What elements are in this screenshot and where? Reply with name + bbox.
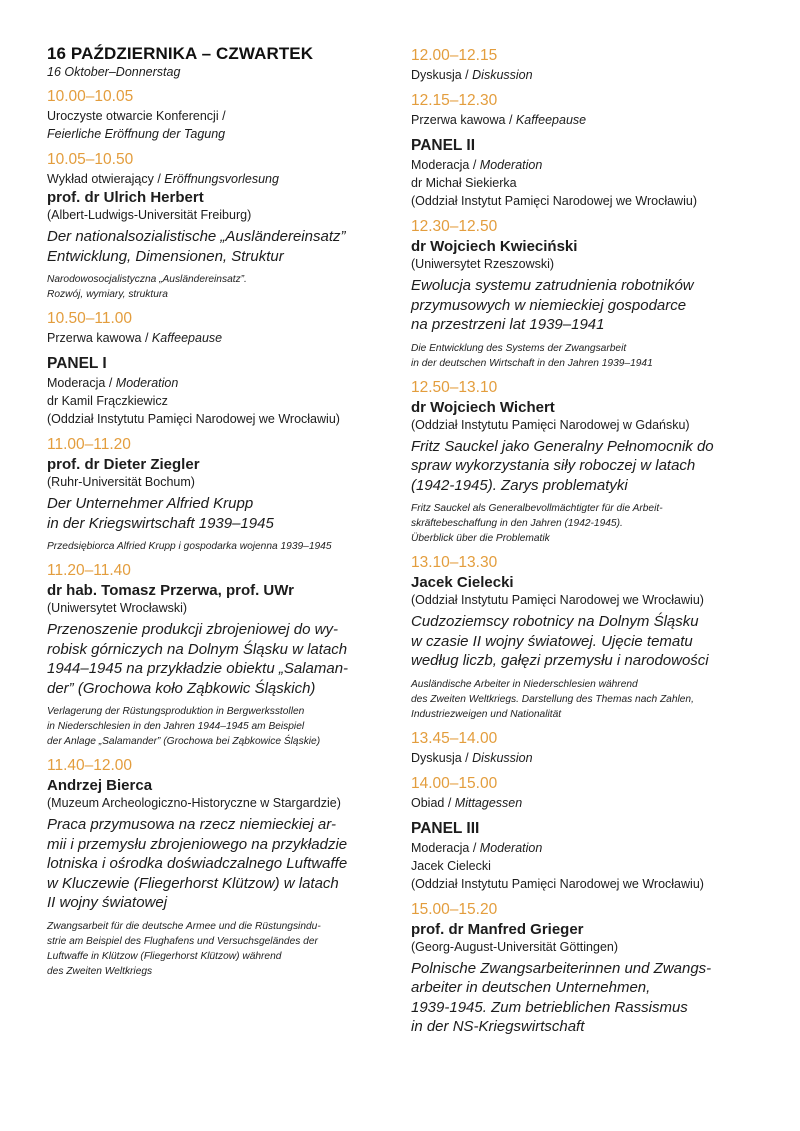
translation-line: Narodowosocjalistyczna „Ausländereinsatz”. — [47, 274, 247, 285]
talk-title — [47, 494, 397, 533]
time-slot: 12.00–12.15 — [411, 47, 498, 64]
moderation-de: Moderation — [479, 158, 543, 172]
panel-title: PANEL I — [47, 355, 107, 372]
translation-line: skräftebeschaffung in den Jahren (1942-1945). — [411, 518, 623, 529]
translation-line: des Zweiten Weltkriegs — [47, 965, 153, 977]
talk-title-line: Ewolucja systemu zatrudnienia robotników — [411, 277, 694, 294]
program-item — [47, 87, 397, 143]
time-slot: 12.30–12.50 — [411, 218, 498, 235]
event-label-pl: Przerwa kawowa / — [47, 331, 152, 345]
translation-line: Luftwaffe in Klützow (Fliegerhorst Klützow) während — [47, 950, 282, 962]
panel-title: PANEL III — [411, 819, 480, 837]
talk-title-translation — [47, 272, 397, 302]
time-slot: 10.00–10.05 — [47, 88, 134, 105]
program-item — [47, 435, 397, 554]
event-label-de: Kaffeepause — [151, 331, 223, 345]
moderation-de: Moderation — [115, 376, 179, 390]
translation-line: strie am Beispiel des Flughafens und Versuchsgeländes der — [47, 935, 318, 947]
talk-title-line: spraw wykorzystania siły roboczej w latach — [411, 457, 696, 474]
speaker-name: dr hab. Tomasz Przerwa, prof. UWr — [47, 582, 294, 599]
day-subtitle: 16 Oktober–Donnerstag — [47, 65, 181, 79]
event-label-pl: Dyskusja / — [411, 750, 473, 765]
talk-title-translation — [47, 919, 397, 979]
moderator-name: Jacek Cielecki — [411, 858, 491, 873]
talk-title-translation — [411, 341, 761, 371]
event-label-de: Diskussion — [472, 750, 533, 765]
talk-title-line: Przenoszenie produkcji zbrojeniowej do wy- — [47, 621, 338, 638]
speaker-name: dr Wojciech Wichert — [411, 398, 555, 416]
talk-title-line: Entwicklung, Dimensionen, Struktur — [47, 247, 284, 265]
moderator-name: dr Kamil Frączkiewicz — [47, 394, 168, 408]
talk-title-line: Der nationalsozialistische „Ausländereinsatz” — [47, 228, 346, 245]
speaker-affiliation: (Oddział Instytutu Pamięci Narodowej we Wrocławiu) — [411, 593, 704, 607]
speaker-name: prof. dr Ulrich Herbert — [47, 189, 204, 206]
talk-title-line: (1942-1945). Zarys problematyki — [411, 476, 628, 494]
program-item — [411, 46, 761, 84]
event-label-de: Feierliche Eröffnung der Tagung — [47, 127, 226, 141]
talk-title-line: arbeiter in deutschen Unternehmen, — [411, 979, 651, 996]
talk-title-line: Fritz Sauckel jako Generalny Pełnomocnik do — [411, 437, 714, 455]
moderator-name: dr Michał Siekierka — [411, 176, 517, 190]
event-label-de: Kaffeepause — [515, 113, 587, 127]
panel-title: PANEL II — [411, 137, 476, 154]
event-label-pl: Przerwa kawowa / — [411, 113, 516, 127]
translation-line: des Zweiten Weltkriegs. Darstellung des Themas nach Zahlen, — [411, 693, 694, 705]
talk-title-line: robisk górniczych na Dolnym Śląsku w latach — [47, 640, 348, 658]
program-item — [47, 561, 397, 749]
program-item — [411, 91, 761, 129]
program-item — [411, 217, 761, 371]
time-slot: 13.10–13.30 — [411, 554, 498, 571]
moderator-affiliation: (Oddział Instytutu Pamięci Narodowej we Wrocławiu) — [47, 412, 340, 426]
day-title: 16 PAŹDZIERNIKA – CZWARTEK — [47, 44, 314, 63]
talk-title-line: lotniska i ośrodka doświadczalnego Luftwaffe — [47, 855, 348, 872]
program-item — [47, 756, 397, 979]
talk-title-line: na przestrzeni lat 1939–1941 — [411, 316, 605, 333]
moderation-de: Moderation — [479, 840, 543, 855]
panel-block — [411, 819, 761, 893]
event-label-pl: Dyskusja / — [411, 68, 473, 82]
panel-block — [47, 354, 397, 428]
translation-line: Fritz Sauckel als Generalbevollmächtigter für die Arbeit- — [411, 503, 663, 514]
program-item — [47, 150, 397, 302]
right-column — [411, 46, 761, 1044]
moderation-label — [411, 156, 761, 174]
talk-title — [411, 959, 761, 1037]
time-slot: 11.20–11.40 — [47, 562, 131, 579]
panel-block — [411, 136, 761, 210]
event-type — [47, 170, 397, 188]
translation-line: Industriezweigen und Nationalität — [411, 708, 562, 720]
moderation-label — [47, 374, 397, 392]
speaker-name: dr Wojciech Kwieciński — [411, 238, 578, 255]
talk-title-line: der” (Grochowa koło Ząbkowic Śląskich) — [47, 679, 316, 697]
talk-title — [411, 612, 761, 671]
talk-title-line: Cudzoziemscy robotnicy na Dolnym Śląsku — [411, 613, 699, 630]
event-label: Uroczyste otwarcie Konferencji / — [47, 109, 226, 123]
left-column — [47, 44, 397, 986]
time-slot: 10.05–10.50 — [47, 151, 134, 168]
translation-line: Überblick über die Problematik — [411, 533, 550, 544]
talk-title — [47, 227, 397, 266]
event-label — [411, 66, 761, 84]
program-item — [411, 729, 761, 767]
translation-line: Rozwój, wymiary, struktura — [47, 289, 168, 300]
event-type-pl: Wykład otwierający / — [47, 172, 165, 186]
speaker-name: prof. dr Dieter Ziegler — [47, 456, 200, 473]
program-item — [47, 309, 397, 347]
talk-title-line: w czasie II wojny światowej. Ujęcie tematu — [411, 632, 693, 650]
speaker-affiliation: (Muzeum Archeologiczno-Historyczne w Stargardzie) — [47, 796, 341, 810]
event-label — [411, 794, 761, 812]
talk-title-line: 1944–1945 na przykładzie obiektu „Salaman- — [47, 660, 349, 677]
talk-title-translation — [411, 677, 761, 722]
talk-title-line: według liczb, gałęzi przemysłu i narodowości — [411, 652, 709, 669]
translation-line: Verlagerung der Rüstungsproduktion in Bergwerksstollen — [47, 706, 305, 717]
talk-title-line: w Kluczewie (Fliegerhorst Klützow) w latach — [47, 874, 339, 892]
program-item — [411, 900, 761, 1037]
talk-title-translation — [47, 539, 397, 554]
event-label-de: Diskussion — [472, 68, 533, 82]
time-slot: 12.15–12.30 — [411, 92, 498, 109]
speaker-affiliation: (Albert-Ludwigs-Universität Freiburg) — [47, 208, 252, 222]
moderator-affiliation: (Oddział Instytutu Pamięci Narodowej we Wrocławiu) — [411, 876, 704, 891]
speaker-affiliation: (Uniwersytet Rzeszowski) — [411, 257, 555, 271]
talk-title-line: in der Kriegswirtschaft 1939–1945 — [47, 514, 274, 532]
talk-title-line: in der NS-Kriegswirtschaft — [411, 1018, 585, 1035]
talk-title-line: Praca przymusowa na rzecz niemieckiej ar- — [47, 816, 336, 833]
event-label — [411, 111, 761, 129]
event-label-de: Mittagessen — [454, 795, 523, 810]
talk-title-line: II wojny światowej — [47, 894, 168, 911]
program-item — [411, 553, 761, 722]
talk-title-translation — [47, 704, 397, 749]
time-slot: 11.00–11.20 — [47, 436, 131, 453]
talk-title-translation — [411, 501, 761, 546]
translation-line: in Niederschlesien in den Jahren 1944–1945 am Beispiel — [47, 721, 305, 732]
translation-line: der Anlage „Salamander” (Grochowa bei Ząbkowice Śląskie) — [47, 736, 321, 747]
time-slot: 10.50–11.00 — [47, 310, 133, 327]
program-item — [411, 774, 761, 812]
talk-title — [411, 437, 761, 496]
speaker-affiliation: (Uniwersytet Wrocławski) — [47, 601, 188, 615]
speaker-name: Jacek Cielecki — [411, 574, 514, 591]
event-label — [47, 329, 397, 347]
event-label-pl: Obiad / — [411, 795, 455, 810]
talk-title — [47, 815, 397, 913]
time-slot: 15.00–15.20 — [411, 900, 498, 918]
speaker-name: prof. dr Manfred Grieger — [411, 920, 584, 938]
translation-line: Zwangsarbeit für die deutsche Armee und die Rüstungsindu- — [47, 920, 321, 932]
translation-line: Przedsiębiorca Alfried Krupp i gospodarka wojenna 1939–1945 — [47, 541, 332, 552]
event-type-de: Eröffnungsvorlesung — [164, 172, 279, 186]
talk-title-line: 1939-1945. Zum betrieblichen Rassismus — [411, 998, 688, 1016]
moderator-affiliation: (Oddział Instytut Pamięci Narodowej we Wrocławiu) — [411, 194, 697, 208]
talk-title-line: Der Unternehmer Alfried Krupp — [47, 495, 254, 512]
moderation-pl: Moderacja / — [411, 840, 480, 855]
time-slot: 14.00–15.00 — [411, 774, 498, 792]
talk-title — [411, 276, 761, 335]
translation-line: Ausländische Arbeiter in Niederschlesien während — [411, 678, 638, 690]
time-slot: 13.45–14.00 — [411, 729, 498, 747]
talk-title-line: Polnische Zwangsarbeiterinnen und Zwangs- — [411, 959, 712, 977]
translation-line: Die Entwicklung des Systems der Zwangsarbeit — [411, 342, 627, 354]
talk-title-line: mii i przemysłu zbrojeniowego na przykładzie — [47, 835, 348, 853]
speaker-affiliation: (Georg-August-Universität Göttingen) — [411, 939, 619, 954]
time-slot: 11.40–12.00 — [47, 757, 133, 774]
moderation-pl: Moderacja / — [411, 158, 480, 172]
moderation-pl: Moderacja / — [47, 376, 116, 390]
talk-title-line: przymusowych w niemieckiej gospodarce — [411, 296, 687, 314]
moderation-label — [411, 839, 761, 857]
speaker-affiliation: (Oddział Instytutu Pamięci Narodowej w Gdańsku) — [411, 417, 690, 432]
speaker-name: Andrzej Bierca — [47, 777, 153, 794]
event-label — [411, 749, 761, 767]
time-slot: 12.50–13.10 — [411, 378, 498, 396]
speaker-affiliation: (Ruhr-Universität Bochum) — [47, 475, 195, 489]
program-item — [411, 378, 761, 547]
talk-title — [47, 620, 397, 698]
translation-line: in der deutschen Wirtschaft in den Jahren 1939–1941 — [411, 357, 653, 369]
